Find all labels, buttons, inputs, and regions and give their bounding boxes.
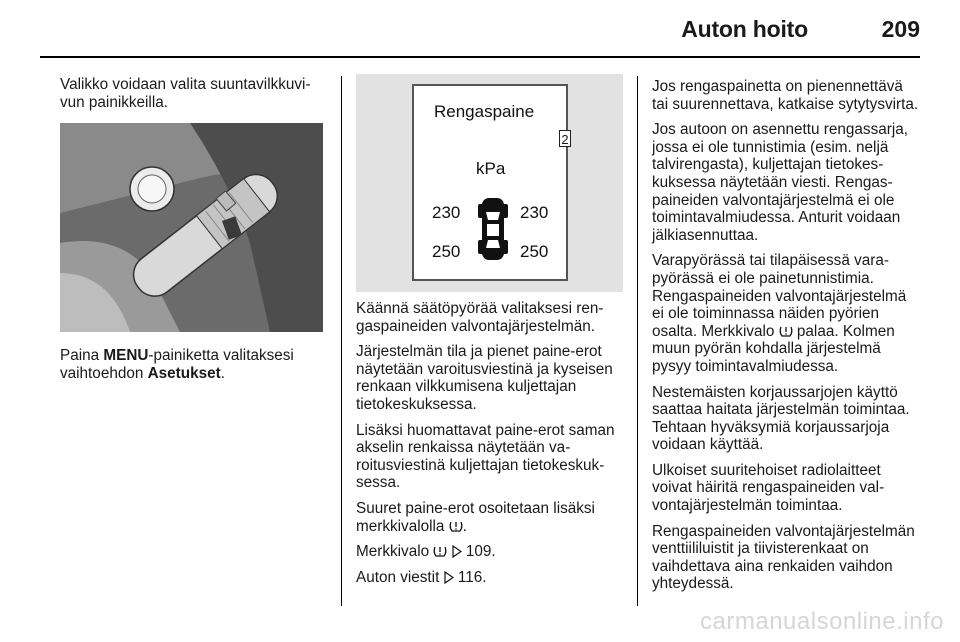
column-3 — [652, 78, 922, 601]
rear-left-pressure: 250 — [432, 242, 461, 261]
front-right-pressure: 230 — [520, 203, 549, 222]
page-reference-arrow-icon — [452, 545, 462, 558]
instruction-text: -painiketta valitaksesi vaihtoehdon — [60, 347, 294, 382]
paragraph: Järjestelmän tila ja pienet paine-erot näytetään varoitusviestinä ja kyseisen renkaan vilkkumisena kuljettajan tietokeskuksessa. — [356, 343, 613, 413]
page-reference-arrow-icon — [444, 571, 454, 584]
paragraph: Rengaspaineiden valvontajärjestelmän venttiililuistit ja tiivisterenkaat on vaihdettava aina renkaiden vaihdon yhteydessä. — [652, 522, 915, 593]
paragraph: Käännä säätöpyörää valitaksesi rengaspaineiden valvontajärjestelmän. — [356, 300, 604, 335]
watermark: carmanualsonline.info — [700, 608, 944, 635]
page-reference[interactable]: 116. — [457, 568, 487, 586]
column-divider-2 — [637, 76, 638, 606]
rear-right-pressure: 250 — [520, 242, 549, 261]
menu-button-label: MENU — [103, 347, 149, 364]
paragraph: Jos autoon on asennettu rengassarja, jossa ei ole tunnistimia (esim. neljä talvirengasta), kuljettajan tietokeskuksessa näytetään viesti. Rengaspaineiden valvontajärjestelmä ei ole toimintavalmiudessa. Anturit voidaan jälkiasennuttaa. — [652, 121, 908, 244]
paragraph-text: . — [462, 517, 467, 535]
paragraph: Lisäksi huomattavat paine-erot saman akselin renkaissa näytetään varoitusviestinä kuljettajan tietokeskuksessa. — [356, 421, 615, 492]
paragraph — [356, 569, 624, 587]
page-reference[interactable]: 109. — [465, 543, 496, 561]
column-divider-1 — [341, 76, 342, 606]
pressure-unit: kPa — [476, 159, 506, 178]
tire-pressure-screen — [412, 84, 568, 281]
instruction-text: Paina — [60, 347, 104, 364]
car-top-view-icon — [478, 198, 508, 260]
tire-pressure-warning-icon — [433, 544, 447, 558]
paragraph: Jos rengaspainetta on pienennettävä tai suurennettava, katkaise sytytysvirta. — [652, 78, 919, 113]
turn-signal-lever-photo — [60, 123, 323, 332]
page-number: 209 — [881, 16, 920, 42]
section-title: Auton hoito — [681, 16, 808, 42]
paragraph-text: palaa. Kolmen muun pyörän kohdalla järjestelmä pysyy toimintavalmiudessa. — [652, 322, 895, 375]
tire-pressure-warning-icon — [779, 324, 793, 338]
paragraph — [356, 500, 624, 535]
paragraph: Ulkoiset suuritehoiset radiolaitteet voivat häiritä rengaspaineiden valvontajärjestelmän toimintaa. — [652, 461, 885, 515]
paragraph-text: Auton viestit — [356, 568, 440, 586]
display-title: Rengaspaine — [434, 102, 535, 121]
paragraph-text: Suuret paine-erot osoitetaan lisäksi merkkivalolla — [356, 499, 595, 535]
front-left-pressure: 230 — [432, 203, 461, 222]
column-2 — [356, 300, 624, 594]
intro-paragraph: Valikko voidaan valita suuntavilkkuvivun painikkeilla. — [60, 76, 311, 111]
tire-pressure-display-panel — [356, 74, 623, 292]
column-1 — [60, 76, 325, 119]
turn-signal-lever-illustration — [60, 123, 323, 332]
column-1-lower — [60, 347, 325, 382]
instruction-text: . — [220, 364, 225, 382]
paragraph — [652, 252, 922, 375]
page-indicator: 2 — [559, 130, 571, 147]
paragraph-text: Merkkivalo — [356, 543, 430, 561]
header-rule — [40, 56, 920, 58]
settings-option-label: Asetukset — [147, 364, 221, 382]
paragraph: Nestemäisten korjaussarjojen käyttö saattaa haitata järjestelmän toimintaa. Tehtaan hyväksymiä korjaussarjoja voidaan käyttää. — [652, 383, 910, 454]
paragraph — [356, 543, 624, 561]
paragraph-text: Varapyörässä tai tilapäisessä varapyörässä ei ole painetunnistimia. Rengaspaineiden valvontajärjestelmä ei ole toiminnassa näiden pyörien osalta. Merkkivalo — [652, 252, 907, 340]
menu-instruction — [60, 347, 325, 382]
tire-pressure-warning-icon — [449, 519, 463, 533]
